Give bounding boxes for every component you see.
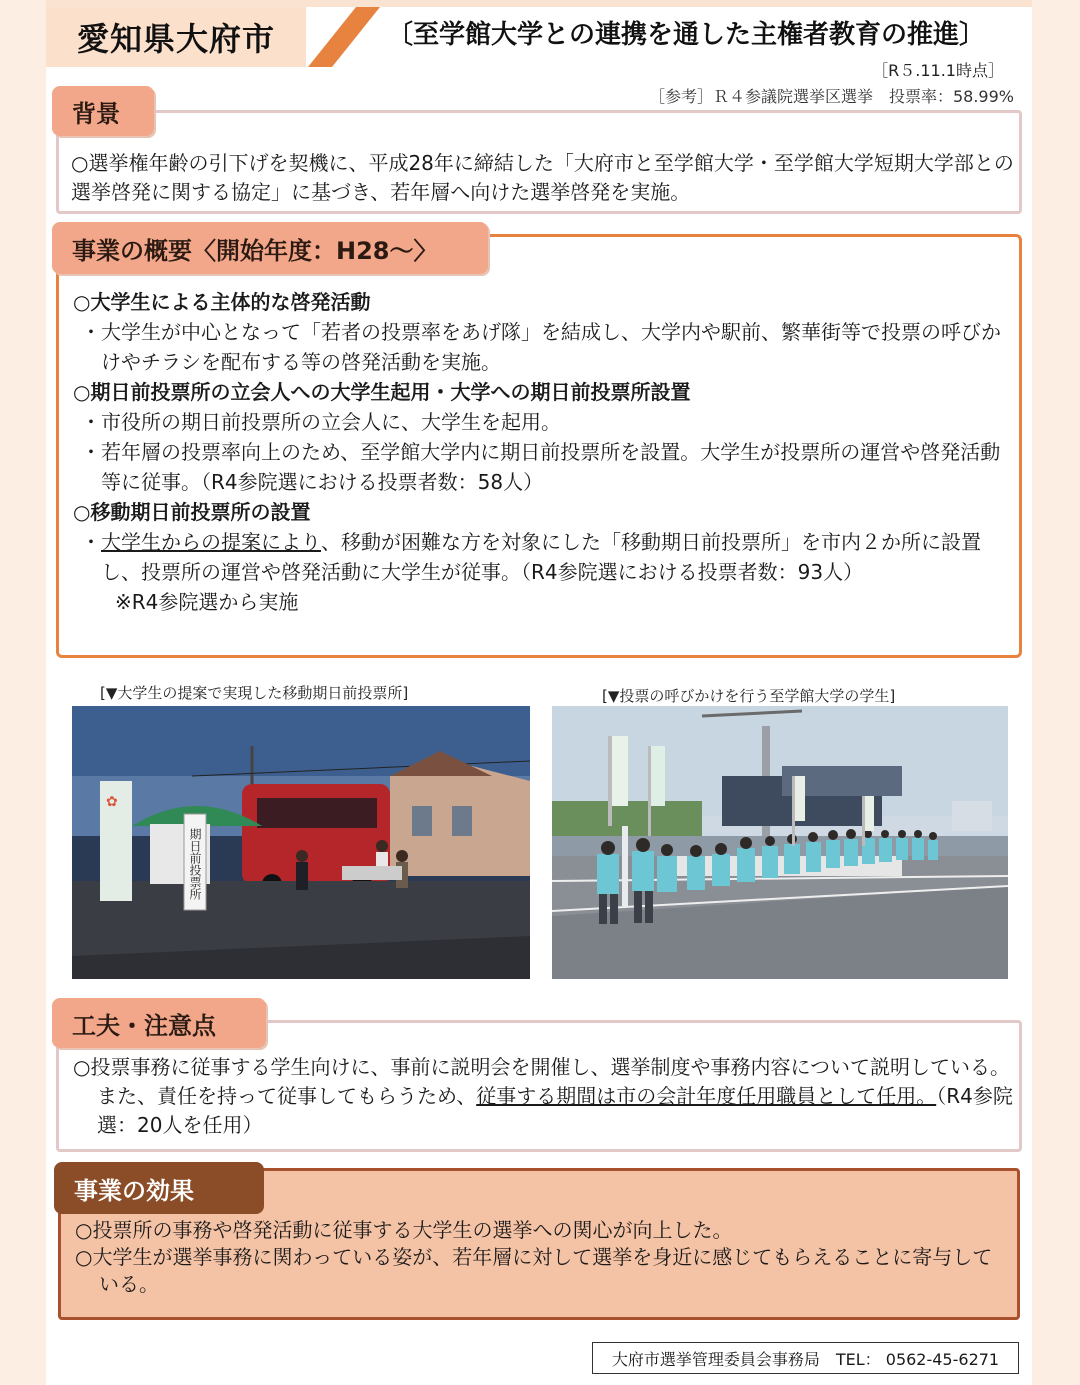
effect-line-2: ○大学生が選挙事務に関わっている姿が、若年層に対して選挙を身近に感じてもらえることに寄与している。 — [75, 1245, 993, 1296]
effect-line-1: ○投票所の事務や啓発活動に従事する大学生の選挙への関心が向上した。 — [75, 1218, 733, 1242]
left-photo-caption: [▼大学生の提案で実現した移動期日前投票所] — [100, 684, 409, 702]
svg-text:✿: ✿ — [106, 794, 118, 810]
overview-label: 事業の概要〈開始年度：H28～〉 — [52, 222, 488, 274]
reference-turnout: ［参考］Ｒ４参議院選挙区選挙 投票率：58.99% — [648, 87, 1014, 106]
contact-footer: 大府市選挙管理委員会事務局 TEL： 0562-45-6271 — [592, 1342, 1019, 1374]
background-section — [56, 110, 1022, 214]
right-photo-caption: [▼投票の呼びかけを行う至学館大学の学生] — [602, 687, 896, 705]
top-strip — [46, 0, 1032, 7]
students-campaign-photo — [552, 706, 1008, 979]
effects-label: 事業の効果 — [54, 1162, 264, 1214]
polling-sign-text: 期日前投票所 — [188, 828, 202, 900]
document-page — [46, 0, 1032, 1385]
tips-text — [73, 1053, 1013, 1140]
effects-text — [75, 1217, 1005, 1298]
as-of-date: ［R５.11.1時点］ — [872, 61, 1004, 80]
overview-bullet-2-1: ・市役所の期日前投票所の立会人に、大学生を起用。 — [81, 410, 561, 434]
page-title: 〔至学館大学との連携を通した主権者教育の推進〕 — [386, 20, 985, 50]
bullet-rest: 、移動が困難な方を対象にした「移動期日前投票所」を市内２か所に設置し、投票所の運営や啓発活動に大学生が従事。（R4参院選における投票者数：93人） — [101, 530, 981, 584]
tips-text-underlined: 従事する期間は市の会計年度任用職員として任用。 — [476, 1084, 937, 1108]
overview-section — [56, 234, 1022, 658]
tips-text-before: ○投票事務に従事する学生向けに、事前に説明会を開催し、選挙制度や事務内容について説明している。また、責任を持って従事してもらうため、 — [73, 1055, 1011, 1108]
underlined-proposal: 大学生からの提案により — [101, 530, 321, 554]
mobile-polling-station-photo — [72, 706, 530, 979]
overview-bullet-3-1 — [73, 527, 1013, 587]
overview-bullet-1-1: ・大学生が中心となって「若者の投票率をあげ隊」を結成し、大学内や駅前、繁華街等で投票の呼びかけやチラシを配布する等の啓発活動を実施。 — [81, 320, 1001, 374]
tips-text-after: （R4参院選：20人を任用） — [97, 1084, 1013, 1137]
tips-label: 工夫・注意点 — [52, 998, 266, 1048]
city-name: 愛知県大府市 — [46, 7, 306, 67]
overview-heading-1: ○大学生による主体的な啓発活動 — [73, 290, 371, 314]
background-label: 背景 — [52, 86, 154, 136]
overview-heading-3: ○移動期日前投票所の設置 — [73, 500, 311, 524]
overview-body — [73, 287, 1013, 617]
overview-note: ※R4参院選から実施 — [115, 590, 299, 614]
overview-bullet-2-2: ・若年層の投票率向上のため、至学館大学内に期日前投票所を設置。大学生が投票所の運営や啓発活動等に従事。（R4参院選における投票者数：58人） — [81, 440, 1001, 494]
background-text: ○選挙権年齢の引下げを契機に、平成28年に締結した「大府市と至学館大学・至学館大学短期大学部との選挙啓発に関する協定」に基づき、若年層へ向けた選挙啓発を実施。 — [71, 151, 1014, 204]
overview-heading-2: ○期日前投票所の立会人への大学生起用・大学への期日前投票所設置 — [73, 380, 691, 404]
bullet-prefix: ・ — [81, 530, 101, 554]
